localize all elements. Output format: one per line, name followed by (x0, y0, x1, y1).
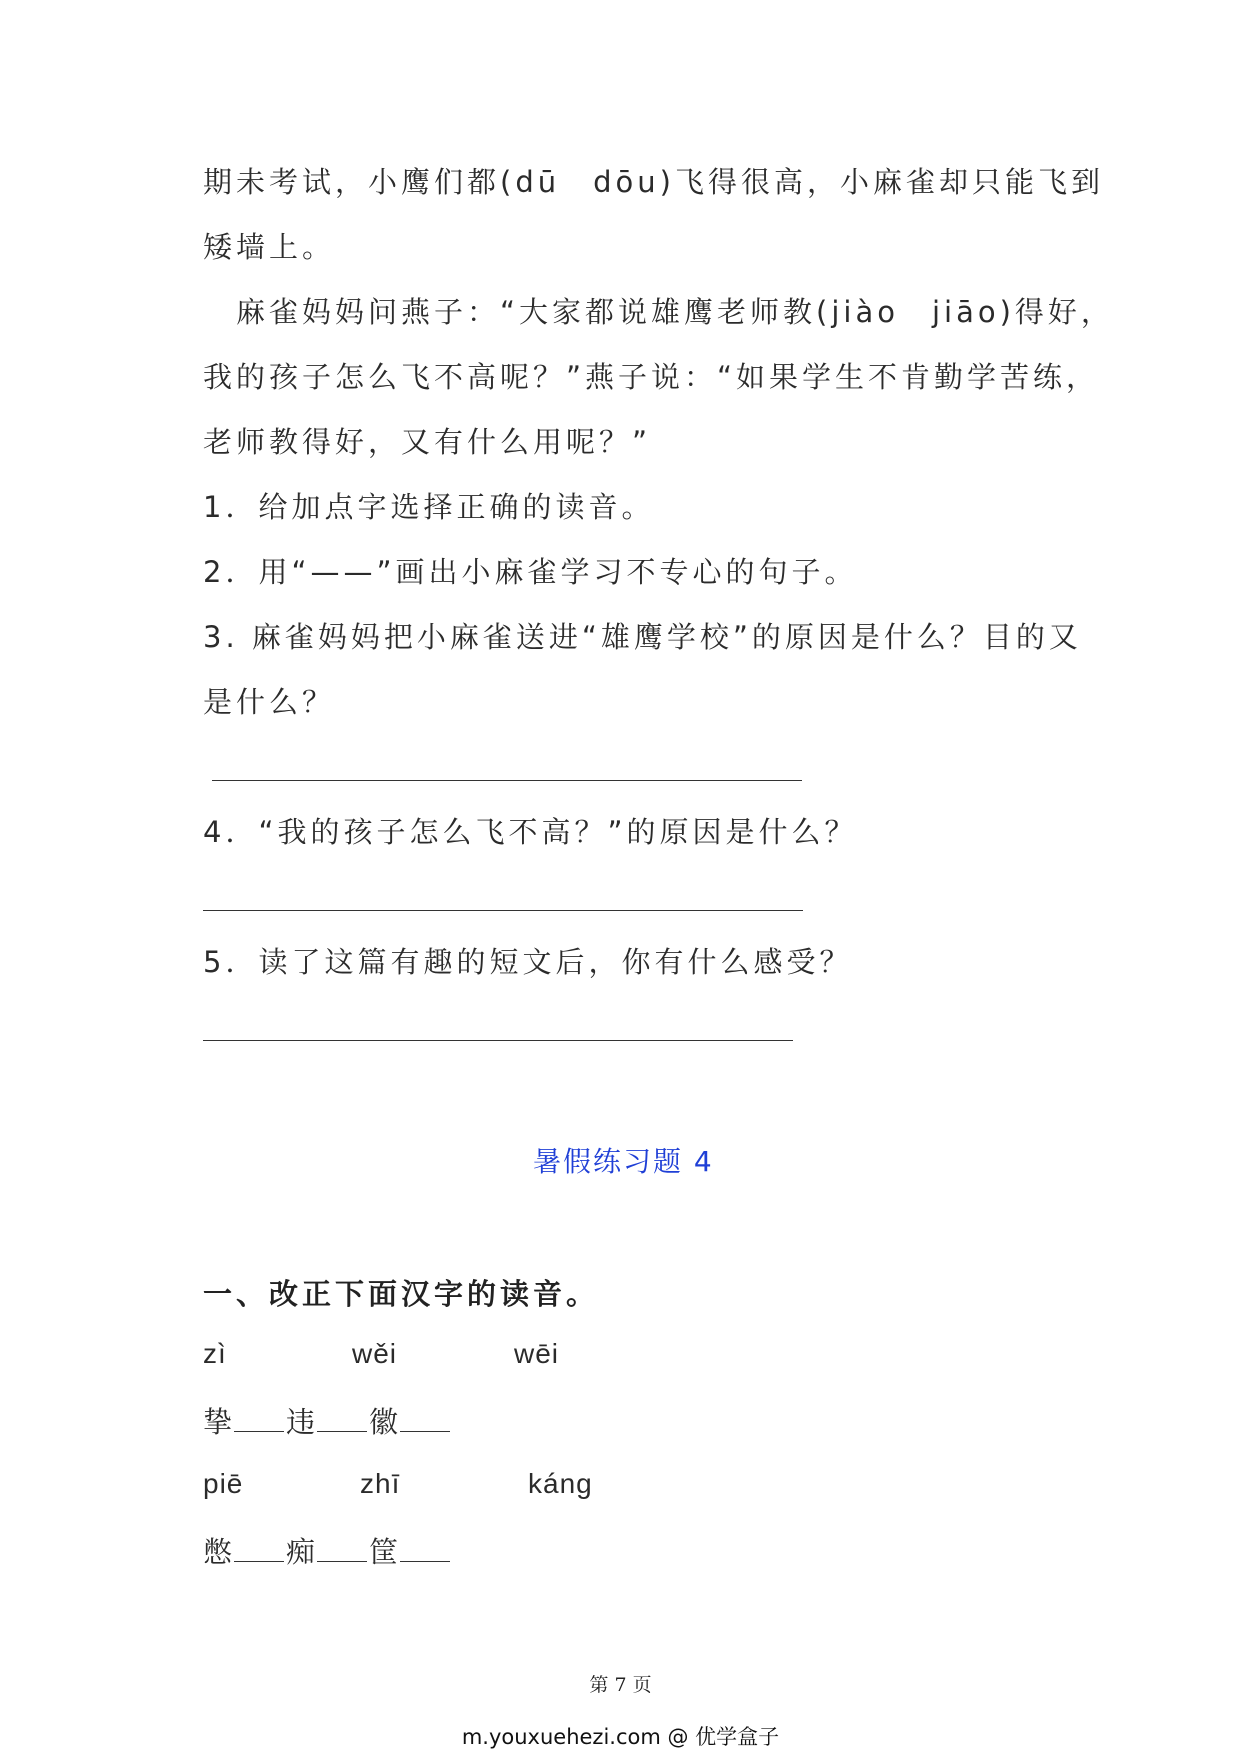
char-1-1: 挚 (203, 1405, 233, 1439)
char-1-3: 徽 (369, 1405, 399, 1439)
answer-line-4[interactable] (203, 910, 803, 911)
question-3-line-2: 是什么？ (203, 685, 336, 719)
pinyin-2-1: piē (203, 1468, 244, 1499)
question-4: 4．“我的孩子怎么飞不高？”的原因是什么？ (203, 815, 858, 849)
passage-line-3: 麻雀妈妈问燕子：“大家都说雄鹰老师教(jiào jiāo)得好， (203, 295, 1114, 329)
answer-line-5[interactable] (203, 1040, 793, 1041)
answer-line-3[interactable] (212, 780, 802, 781)
char-2-1: 憋 (203, 1535, 233, 1569)
pinyin-2-2: zhī (360, 1468, 401, 1499)
blank-1-2[interactable] (317, 1430, 367, 1432)
pinyin-1-3: wēi (514, 1338, 560, 1369)
pinyin-1-2: wěi (352, 1338, 398, 1369)
char-row-2 (203, 1530, 452, 1571)
passage-line-1: 期未考试，小鹰们都(dū dōu)飞得很高，小麻雀却只能飞到 (203, 165, 1104, 199)
passage-line-2: 矮墙上。 (203, 230, 336, 264)
question-3-line-1: 3. 麻雀妈妈把小麻雀送进“雄鹰学校”的原因是什么？目的又 (203, 620, 1082, 654)
section-heading: 一、改正下面汉字的读音。 (203, 1277, 600, 1311)
char-1-2: 违 (286, 1405, 316, 1439)
char-row-1 (203, 1400, 452, 1441)
blank-2-3[interactable] (400, 1560, 450, 1562)
site-watermark: m.youxuehezi.com @ 优学盒子 (461, 1725, 780, 1749)
question-2: 2．用“——”画出小麻雀学习不专心的句子。 (203, 555, 858, 589)
page-number: 第 7 页 (589, 1674, 652, 1696)
blank-1-1[interactable] (234, 1430, 284, 1432)
question-1: 1．给加点字选择正确的读音。 (203, 490, 655, 524)
char-2-2: 痴 (286, 1535, 316, 1569)
question-5: 5．读了这篇有趣的短文后，你有什么感受？ (203, 945, 853, 979)
section-title: 暑假练习题 4 (533, 1145, 714, 1178)
passage-line-4: 我的孩子怎么飞不高呢？”燕子说：“如果学生不肯勤学苦练， (203, 360, 1100, 394)
blank-2-2[interactable] (317, 1560, 367, 1562)
blank-1-3[interactable] (400, 1430, 450, 1432)
pinyin-1-1: zì (203, 1338, 227, 1369)
char-2-3: 筐 (369, 1535, 399, 1569)
blank-2-1[interactable] (234, 1560, 284, 1562)
passage-line-5: 老师教得好，又有什么用呢？” (203, 425, 652, 459)
pinyin-2-3: káng (528, 1468, 593, 1499)
